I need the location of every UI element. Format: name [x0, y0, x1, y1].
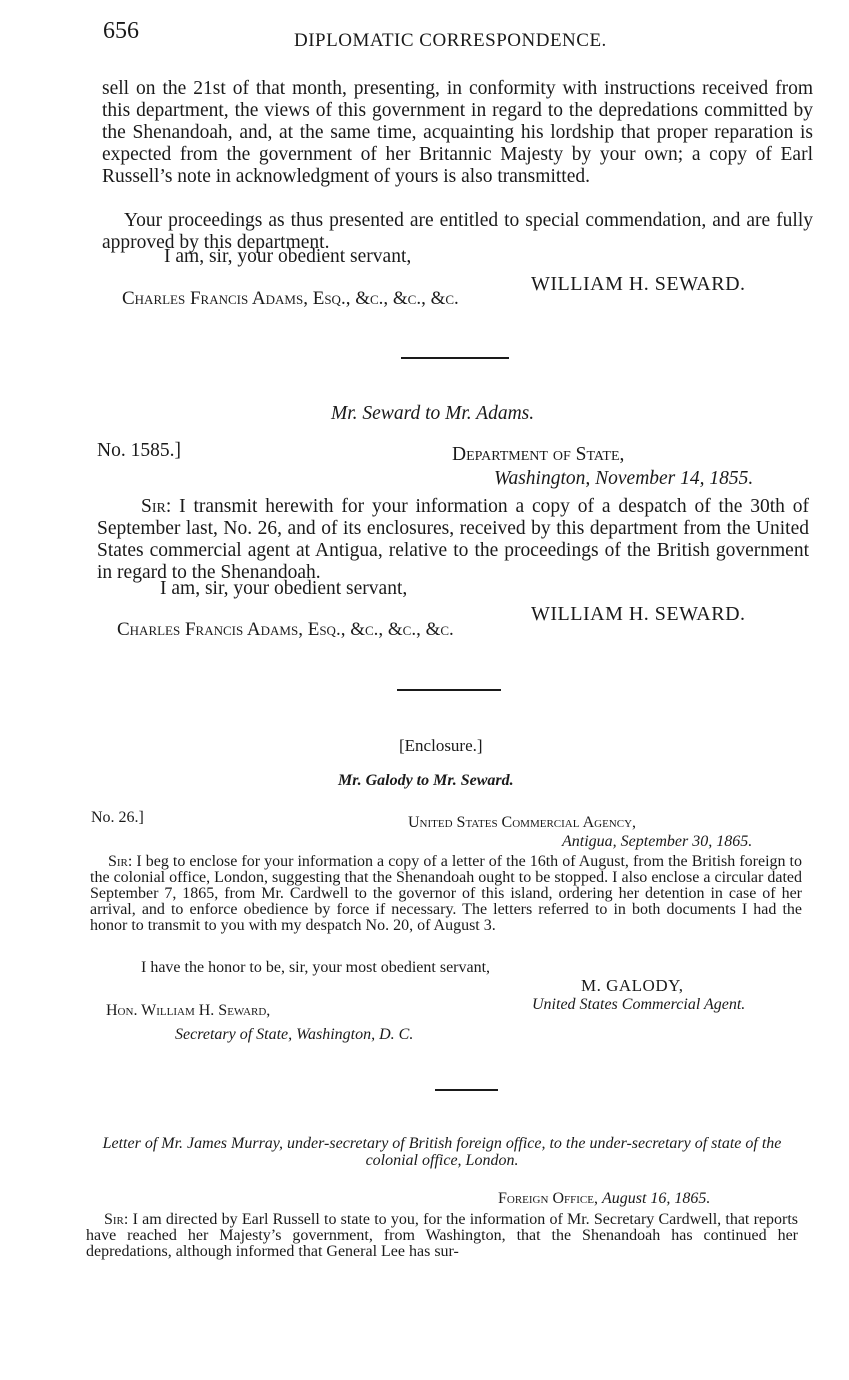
- enclosure-body-block: [90, 854, 802, 934]
- page-number: 656: [103, 18, 139, 44]
- letter3-dateline: [498, 1190, 710, 1208]
- letter2-number: No. 1585.]: [97, 440, 181, 461]
- enclosure-title: Mr. Galody to Mr. Seward.: [338, 772, 514, 789]
- letter2-signature: WILLIAM H. SEWARD.: [531, 603, 746, 625]
- letter2-body: I transmit herewith for your information a copy of a despatch of the 30th of September last, No. 26, and of its enclosures, received by this department from the United States commercial agent at Antigua, relative to the proceedings of the British government in regard to the Shenandoah.: [97, 496, 810, 583]
- letter3-date: August 16, 1865.: [601, 1190, 711, 1207]
- enclosure-signer-title: United States Commercial Agent.: [532, 996, 746, 1013]
- enclosure-body: I beg to enclose for your information a copy of a letter of the 16th of August, from the British foreign to the colonial office, London, suggesting that the Shenandoah ought to be stopped. I also enclose a circular dated September 7, 1865, from Mr. Cardwell to the governor of this island, ordering her detention in case of her arrival, and to enforce obedience by force if necessary. The letters referred to in both documents I had the honor to transmit to you with my despatch No. 20, of August 3.: [90, 853, 802, 934]
- letter1-paragraph2: Your proceedings as thus presented are entitled to special commendation, and are fully approved by this department.: [102, 210, 813, 253]
- letter2-closing: I am, sir, your obedient servant,: [160, 578, 408, 599]
- letter2-place-date: Washington, November 14, 1855.: [494, 468, 754, 489]
- section-divider: [401, 357, 509, 359]
- letter3-salutation: Sir:: [104, 1211, 129, 1228]
- letter2-salutation: Sir:: [141, 496, 172, 517]
- enclosure-signature: M. GALODY,: [581, 976, 684, 995]
- letter3-title: Letter of Mr. James Murray, under-secretary of British foreign office, to the under-secretary of state of the colonial office, London.: [102, 1135, 782, 1169]
- enclosure-place-date: Antigua, September 30, 1865.: [562, 833, 753, 850]
- letter3-place: Foreign Office,: [498, 1190, 598, 1207]
- section-divider: [397, 689, 501, 691]
- enclosure-closing: I have the honor to be, sir, your most obedient servant,: [141, 959, 491, 976]
- letter3-body: I am directed by Earl Russell to state to you, for the information of Mr. Secretary Cardwell, that reports have reached her Majesty’s government, from Washington, that the Shenandoah has continued her depredations, although informed that General Lee has sur-: [86, 1211, 799, 1260]
- enclosure-addressee-title: Secretary of State, Washington, D. C.: [175, 1026, 414, 1043]
- letter1-signature: WILLIAM H. SEWARD.: [531, 273, 746, 295]
- enclosure-agency: United States Commercial Agency,: [408, 814, 637, 831]
- running-title: DIPLOMATIC CORRESPONDENCE.: [294, 30, 607, 51]
- letter2-addressee: Charles Francis Adams, Esq., &c., &c., &c.: [117, 619, 454, 640]
- enclosure-number: No. 26.]: [91, 809, 144, 826]
- section-divider: [435, 1089, 498, 1091]
- letter2-department: Department of State,: [452, 444, 625, 465]
- letter1-closing: I am, sir, your obedient servant,: [164, 246, 412, 267]
- letter3-body-block: [86, 1212, 798, 1260]
- letter2-body-block: [97, 496, 809, 584]
- enclosure-salutation: Sir:: [108, 853, 133, 870]
- letter1-addressee: Charles Francis Adams, Esq., &c., &c., &c.: [122, 288, 459, 309]
- letter1-continuation: sell on the 21st of that month, presenting, in conformity with instructions received from this department, the views of this government in regard to the depredations committed by the Shenandoah, and, at the same time, acquainting his lordship that proper reparation is expected from the government of her Britannic Majesty by your own; a copy of Earl Russell’s note in acknowledgment of yours is also transmitted.: [102, 78, 813, 187]
- enclosure-label: [Enclosure.]: [399, 736, 483, 755]
- letter2-title: Mr. Seward to Mr. Adams.: [331, 403, 535, 424]
- enclosure-addressee: Hon. William H. Seward,: [106, 1002, 271, 1019]
